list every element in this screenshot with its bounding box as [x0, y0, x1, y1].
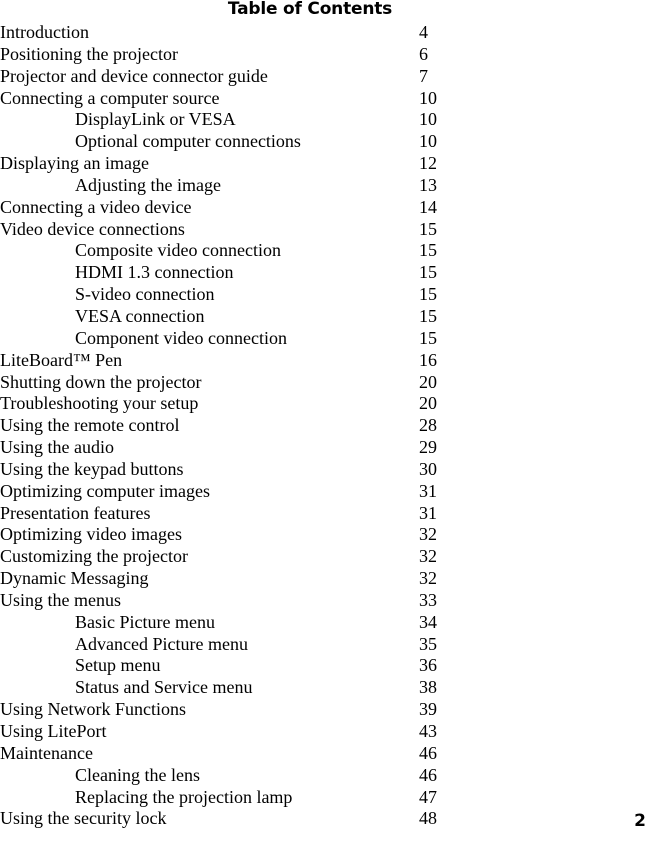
toc-entry-label: Setup menu [75, 655, 161, 676]
toc-entry-page: 34 [419, 611, 437, 632]
toc-entry-label: Using LitePort [0, 721, 107, 741]
toc-subentry[interactable] [0, 284, 650, 306]
toc-subentry[interactable] [0, 306, 650, 328]
toc-entry-page: 15 [419, 262, 437, 283]
toc-entry-label: Composite video connection [75, 240, 281, 261]
toc-entry-page: 29 [419, 437, 437, 458]
toc-entry[interactable] [0, 743, 650, 765]
toc-entry-label: Positioning the projector [0, 43, 178, 64]
toc-entry-label: Dynamic Messaging [0, 568, 149, 589]
toc-entry-label: DisplayLink or VESA [75, 109, 236, 130]
toc-entry[interactable] [0, 88, 650, 110]
toc-subentry[interactable] [0, 175, 650, 197]
toc-entry-label: Customizing the projector [0, 546, 188, 567]
toc-entry[interactable] [0, 437, 650, 459]
toc-entry-page: 32 [419, 524, 437, 545]
toc-entry-page: 31 [419, 480, 437, 501]
toc-subentry[interactable] [0, 634, 650, 656]
toc-entry-label: Status and Service menu [75, 677, 253, 698]
toc-entry-label: Presentation features [0, 502, 151, 523]
toc-entry-label: Displaying an image [0, 153, 149, 174]
toc-entry-page: 39 [419, 699, 437, 720]
toc-entry[interactable] [0, 350, 650, 372]
toc-subentry[interactable] [0, 240, 650, 262]
toc-entry-label: Using the audio [0, 437, 114, 458]
toc-entry-label: Optimizing computer images [0, 480, 210, 501]
toc-entry[interactable] [0, 372, 650, 394]
toc-entry-page: 4 [419, 22, 428, 42]
toc-entry-page: 32 [419, 546, 437, 567]
toc-entry-page: 6 [419, 43, 428, 64]
toc-entry-label: Component video connection [75, 327, 287, 348]
toc-entry[interactable] [0, 503, 650, 525]
toc-entry-page: 46 [419, 742, 437, 763]
toc-entry[interactable] [0, 197, 650, 219]
toc-entry-page: 14 [419, 196, 437, 217]
toc-entry-label: Shutting down the projector [0, 371, 202, 392]
toc-entry[interactable] [0, 721, 650, 743]
toc-entry-page: 46 [419, 764, 437, 785]
toc-entry[interactable] [0, 393, 650, 415]
toc-entry[interactable] [0, 568, 650, 590]
toc-entry-page: 13 [419, 174, 437, 195]
toc-entry-page: 15 [419, 305, 437, 326]
toc-entry-page: 35 [419, 633, 437, 654]
toc-subentry[interactable] [0, 787, 650, 809]
toc-entry-label: Projector and device connector guide [0, 65, 268, 86]
toc-entry-page: 20 [419, 393, 437, 414]
toc-list [0, 22, 650, 830]
toc-entry[interactable] [0, 524, 650, 546]
toc-entry-label: Video device connections [0, 218, 185, 239]
toc-entry-page: 47 [419, 786, 437, 807]
page-number: 2 [634, 811, 646, 831]
toc-entry-page: 10 [419, 131, 437, 152]
toc-entry-page: 32 [419, 568, 437, 589]
toc-entry-page: 15 [419, 240, 437, 261]
toc-entry-page: 10 [419, 87, 437, 108]
toc-entry-page: 15 [419, 218, 437, 239]
toc-entry-page: 15 [419, 284, 437, 305]
toc-entry-page: 7 [419, 65, 428, 86]
toc-entry-page: 15 [419, 327, 437, 348]
toc-subentry[interactable] [0, 131, 650, 153]
toc-entry[interactable] [0, 808, 650, 830]
toc-entry[interactable] [0, 415, 650, 437]
toc-entry-label: Troubleshooting your setup [0, 393, 199, 414]
toc-entry-label: Adjusting the image [75, 174, 221, 195]
toc-entry-page: 48 [419, 808, 437, 829]
toc-entry-page: 38 [419, 677, 437, 698]
toc-entry-label: Optional computer connections [75, 131, 301, 152]
toc-subentry[interactable] [0, 612, 650, 634]
toc-entry-page: 12 [419, 153, 437, 174]
toc-subentry[interactable] [0, 765, 650, 787]
toc-entry-label: Using the security lock [0, 808, 167, 829]
toc-entry-label: Using the keypad buttons [0, 458, 184, 479]
toc-entry-label: Connecting a computer source [0, 87, 220, 108]
toc-entry[interactable] [0, 44, 650, 66]
toc-entry-label: Basic Picture menu [75, 611, 215, 632]
toc-entry-label: Introduction [0, 22, 89, 42]
toc-entry-page: 30 [419, 458, 437, 479]
toc-entry-label: Using the remote control [0, 415, 180, 436]
toc-entry-page: 33 [419, 589, 437, 610]
toc-entry[interactable] [0, 459, 650, 481]
toc-entry[interactable] [0, 66, 650, 88]
toc-entry-page: 43 [419, 721, 437, 741]
toc-entry[interactable] [0, 22, 650, 44]
toc-subentry[interactable] [0, 655, 650, 677]
toc-entry[interactable] [0, 481, 650, 503]
toc-entry[interactable] [0, 699, 650, 721]
toc-entry-page: 20 [419, 371, 437, 392]
toc-entry-label: Using Network Functions [0, 699, 186, 720]
toc-entry-page: 10 [419, 109, 437, 130]
toc-subentry[interactable] [0, 677, 650, 699]
toc-entry-label: HDMI 1.3 connection [75, 262, 234, 283]
toc-entry-label: Optimizing video images [0, 524, 182, 545]
toc-subentry[interactable] [0, 328, 650, 350]
toc-entry-label: LiteBoard™ Pen [0, 349, 123, 370]
toc-entry-label: VESA connection [75, 305, 205, 326]
toc-entry[interactable] [0, 546, 650, 568]
toc-subentry[interactable] [0, 262, 650, 284]
toc-entry-label: Replacing the projection lamp [75, 786, 293, 807]
toc-entry-page: 31 [419, 502, 437, 523]
toc-entry[interactable] [0, 219, 650, 241]
toc-entry[interactable] [0, 590, 650, 612]
toc-title: Table of Contents [227, 0, 393, 19]
toc-entry-page: 28 [419, 415, 437, 436]
toc-entry-page: 16 [419, 349, 437, 370]
toc-entry-label: Using the menus [0, 589, 121, 610]
toc-entry-label: Maintenance [0, 742, 93, 763]
toc-subentry[interactable] [0, 109, 650, 131]
toc-entry[interactable] [0, 153, 650, 175]
toc-entry-label: Connecting a video device [0, 196, 192, 217]
toc-entry-label: S-video connection [75, 284, 215, 305]
toc-entry-page: 36 [419, 655, 437, 676]
toc-entry-label: Advanced Picture menu [75, 633, 248, 654]
toc-entry-label: Cleaning the lens [75, 764, 200, 785]
